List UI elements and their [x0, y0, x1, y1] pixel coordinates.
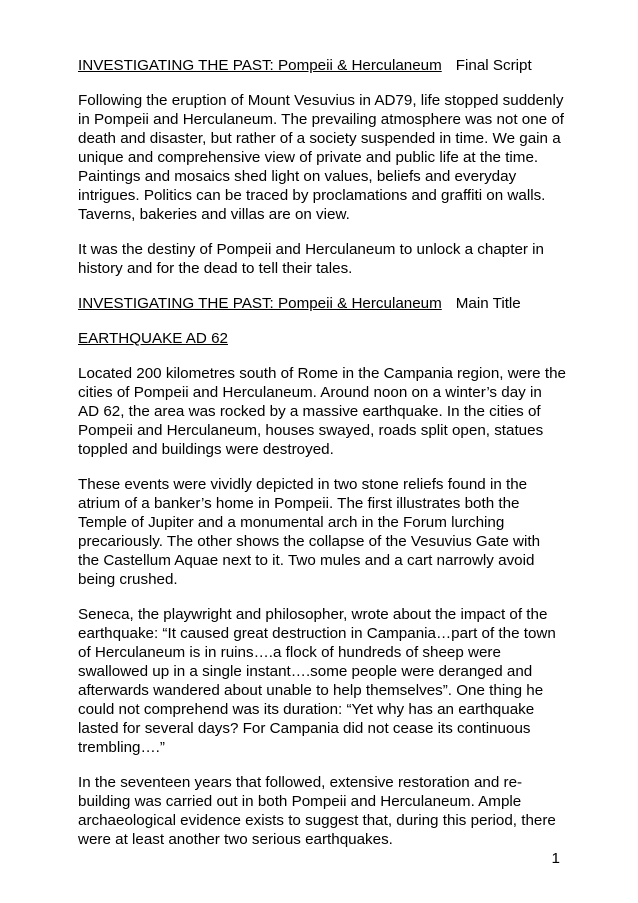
text-line: Temple of Jupiter and a monumental arch in the Forum lurching	[78, 514, 505, 531]
text-line: being crushed.	[78, 571, 178, 588]
seneca-paragraph	[78, 605, 578, 757]
text-line: building was carried out in both Pompeii and Herculaneum. Ample	[78, 793, 522, 810]
text-line: archaeological evidence exists to suggest that, during this period, there	[78, 812, 556, 829]
text-line: the Castellum Aquae next to it. Two mules and a cart narrowly avoid	[78, 552, 535, 569]
text-line: precariously. The other shows the collapse of the Vesuvius Gate with	[78, 533, 541, 550]
restoration-paragraph	[78, 773, 578, 849]
text-line: toppled and buildings were destroyed.	[78, 441, 334, 458]
text-line: It was the destiny of Pompeii and Herculaneum to unlock a chapter in	[78, 241, 545, 258]
section-title: EARTHQUAKE AD 62	[78, 330, 228, 347]
text-line: trembling….”	[78, 739, 165, 756]
text-line: AD 62, the area was rocked by a massive earthquake. In the cities of	[78, 403, 541, 420]
text-line: were at least another two serious earthquakes.	[78, 831, 393, 848]
text-line: Paintings and mosaics shed light on values, beliefs and everyday	[78, 168, 517, 185]
text-line: in Pompeii and Herculaneum. The prevailing atmosphere was not one of	[78, 111, 564, 128]
text-line: In the seventeen years that followed, extensive restoration and re-	[78, 774, 523, 791]
intro-paragraph	[78, 91, 578, 224]
script-title: INVESTIGATING THE PAST: Pompeii & Herculaneum	[78, 57, 442, 74]
text-line: lasted for several days? For Campania did not cease its continuous	[78, 720, 531, 737]
text-line: of Herculaneum is in ruins….a flock of hundreds of sheep were	[78, 644, 501, 661]
text-line: These events were vividly depicted in two stone reliefs found in the	[78, 476, 528, 493]
text-line: atrium of a banker’s home in Pompeii. The first illustrates both the	[78, 495, 520, 512]
earthquake-heading	[78, 329, 578, 348]
location-paragraph	[78, 364, 578, 459]
reliefs-paragraph	[78, 475, 578, 589]
document-page	[78, 56, 578, 865]
text-line: history and for the dead to tell their tales.	[78, 260, 353, 277]
text-line: unique and comprehensive view of private and public life at the time.	[78, 149, 539, 166]
text-line: Located 200 kilometres south of Rome in the Campania region, were the	[78, 365, 566, 382]
text-line: swallowed up in a single instant….some people were deranged and	[78, 663, 533, 680]
page-number: 1	[551, 850, 560, 867]
script-title-heading	[78, 56, 578, 75]
text-line: afterwards wandered about unable to help themselves”. One thing he	[78, 682, 544, 699]
destiny-paragraph	[78, 240, 578, 278]
text-line: Following the eruption of Mount Vesuvius in AD79, life stopped suddenly	[78, 92, 564, 109]
text-line: Seneca, the playwright and philosopher, wrote about the impact of the	[78, 606, 548, 623]
text-line: intrigues. Politics can be traced by proclamations and graffiti on walls.	[78, 187, 546, 204]
text-line: Taverns, bakeries and villas are on view.	[78, 206, 350, 223]
main-title-label: Main Title	[455, 295, 521, 312]
text-line: earthquake: “It caused great destruction in Campania…part of the town	[78, 625, 556, 642]
main-title: INVESTIGATING THE PAST: Pompeii & Herculaneum	[78, 295, 442, 312]
text-line: death and disaster, but rather of a society suspended in time. We gain a	[78, 130, 561, 147]
text-line: cities of Pompeii and Herculaneum. Around noon on a winter’s day in	[78, 384, 542, 401]
text-line: Pompeii and Herculaneum, houses swayed, roads split open, statues	[78, 422, 544, 439]
text-line: could not comprehend was its duration: “Yet why has an earthquake	[78, 701, 535, 718]
main-title-heading	[78, 294, 578, 313]
script-status-label: Final Script	[455, 57, 532, 74]
